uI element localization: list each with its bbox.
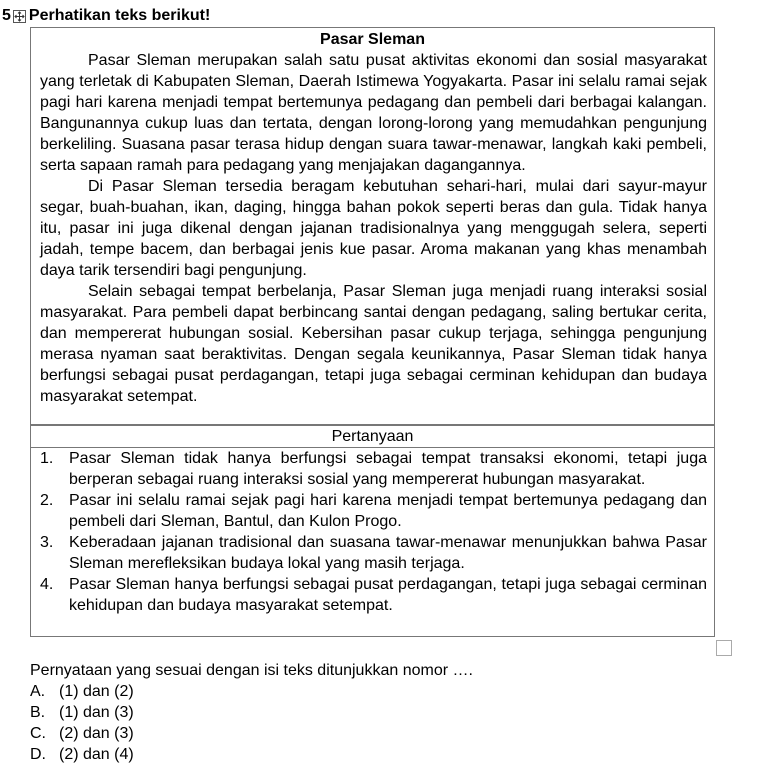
statements-header: Pertanyaan [31, 426, 714, 448]
statement-number: 4. [40, 576, 54, 593]
table-resize-handle[interactable] [716, 640, 732, 656]
statement-text: Pasar Sleman tidak hanya berfungsi sebagai tempat transaksi ekonomi, tetapi juga berperan sebagai ruang interaksi sosial yang mempererat hubungan masyarakat. [69, 450, 707, 488]
answer-options [30, 681, 134, 765]
option-text: (2) dan (3) [59, 725, 134, 742]
statement-text: Keberadaan jajanan tradisional dan suasana tawar-menawar menunjukkan bahwa Pasar Sleman merefleksikan budaya lokal yang masih terjaga. [69, 534, 707, 572]
question-number: 5 [2, 7, 11, 24]
option-letter: B. [30, 704, 46, 721]
answer-option-d[interactable] [30, 744, 134, 765]
answer-option-b[interactable] [30, 702, 134, 723]
move-icon[interactable] [13, 10, 26, 23]
answer-option-c[interactable] [30, 723, 134, 744]
statement-number: 1. [40, 450, 54, 467]
option-letter: D. [30, 746, 46, 763]
text-title: Pasar Sleman [320, 31, 425, 48]
question-prompt: Pernyataan yang sesuai dengan isi teks ditunjukkan nomor …. [30, 662, 473, 679]
option-letter: C. [30, 725, 46, 742]
reading-text-box [30, 27, 715, 425]
option-text: (2) dan (4) [59, 746, 134, 763]
statement-item [31, 448, 714, 490]
text-paragraph: Selain sebagai tempat berbelanja, Pasar Sleman juga menjadi ruang interaksi sosial masyarakat. Para pembeli dapat berbincang santai dengan pedagang, saling bertukar cerita, dan mempererat hubungan sosial. Kebersihan pasar cukup terjaga, sehingga pengunjung merasa nyaman saat beraktivitas. Dengan segala keunikannya, Pasar Sleman tidak hanya berfungsi sebagai pusat perdagangan, tetapi juga sebagai cerminan kehidupan dan budaya masyarakat setempat. [40, 283, 707, 405]
text-paragraph: Di Pasar Sleman tersedia beragam kebutuhan sehari-hari, mulai dari sayur-mayur segar, buah-buahan, ikan, daging, hingga bahan pokok seperti beras dan gula. Tidak hanya itu, pasar ini juga dikenal dengan jajanan tradisionalnya yang menggugah selera, seperti jadah, tempe bacem, dan berbagai jenis kue pasar. Aroma makanan yang khas menambah daya tarik tersendiri bagi pengunjung. [40, 178, 707, 279]
statements-list [31, 448, 714, 616]
statement-item [31, 574, 714, 616]
option-letter: A. [30, 683, 46, 700]
question-header [2, 6, 210, 26]
statement-number: 3. [40, 534, 54, 551]
statement-text: Pasar ini selalu ramai sejak pagi hari karena menjadi tempat bertemunya pedagang dan pembeli dari Sleman, Bantul, dan Kulon Progo. [69, 492, 707, 530]
statement-text: Pasar Sleman hanya berfungsi sebagai pusat perdagangan, tetapi juga sebagai cerminan kehidupan dan budaya masyarakat setempat. [69, 576, 707, 614]
option-text: (1) dan (2) [59, 683, 134, 700]
statement-number: 2. [40, 492, 54, 509]
statement-item [31, 490, 714, 532]
answer-option-a[interactable] [30, 681, 134, 702]
text-paragraph: Pasar Sleman merupakan salah satu pusat aktivitas ekonomi dan sosial masyarakat yang terletak di Kabupaten Sleman, Daerah Istimewa Yogyakarta. Pasar ini selalu ramai sejak pagi hari karena menjadi tempat bertemunya pedagang dan pembeli dari berbagai kalangan. Bangunannya cukup luas dan tertata, dengan lorong-lorong yang memudahkan pengunjung berkeliling. Suasana pasar terasa hidup dengan suara tawar-menawar, langkah kaki pembeli, serta sapaan ramah para pedagang yang menjajakan dagangannya. [40, 52, 707, 174]
option-text: (1) dan (3) [59, 704, 134, 721]
statement-item [31, 532, 714, 574]
statements-box [30, 425, 715, 637]
question-instruction: Perhatikan teks berikut! [28, 7, 211, 24]
